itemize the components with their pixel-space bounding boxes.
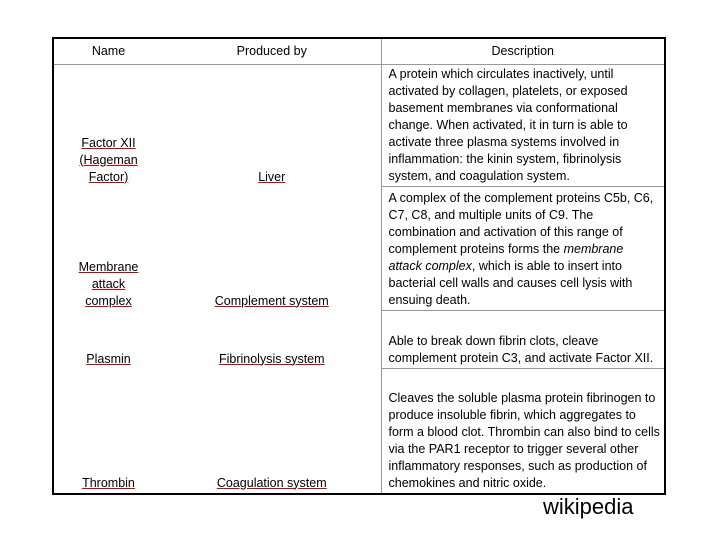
description-cell: Able to break down fibrin clots, cleave complement protein C3, and activate Factor XII. bbox=[381, 311, 665, 369]
table-row bbox=[53, 65, 665, 187]
table-row bbox=[53, 369, 665, 494]
header-row bbox=[53, 38, 665, 65]
name-link[interactable]: Plasmin bbox=[86, 351, 131, 366]
name-link[interactable]: Factor XII (Hageman Factor) bbox=[79, 135, 138, 184]
produced-by-link[interactable]: Coagulation system bbox=[216, 475, 327, 490]
description-text: A complex of the complement proteins C5b, C6, C7, C8, and multiple units of C9. The combination and activation of this range of complement proteins forms the bbox=[388, 191, 654, 256]
mediators-table bbox=[52, 37, 666, 495]
table-row bbox=[53, 311, 665, 369]
header-description: Description bbox=[381, 38, 665, 65]
description-cell bbox=[381, 187, 665, 311]
produced-by-link[interactable]: Complement system bbox=[214, 293, 329, 308]
produced-by-link[interactable]: Liver bbox=[258, 169, 286, 184]
description-cell: Cleaves the soluble plasma protein fibrinogen to produce insoluble fibrin, which aggregates to form a blood clot. Thrombin can also bind to cells via the PAR1 receptor to trigger several other inflammatory responses, such as production of chemokines and nitric oxide. bbox=[381, 369, 665, 494]
description-cell: A protein which circulates inactively, until activated by collagen, platelets, or exposed basement membranes via conformational change. When activated, it in turn is able to activate three plasma systems involved in inflammation: the kinin system, fibrinolysis system, and coagulation system. bbox=[381, 65, 665, 187]
description-emphasis: membrane attack complex bbox=[388, 242, 624, 273]
name-link[interactable]: Membrane attack complex bbox=[78, 259, 139, 308]
table-row bbox=[53, 187, 665, 311]
name-link[interactable]: Thrombin bbox=[82, 475, 135, 490]
header-produced-by: Produced by bbox=[163, 38, 381, 65]
source-caption: wikipedia bbox=[543, 494, 634, 519]
produced-by-link[interactable]: Fibrinolysis system bbox=[218, 351, 325, 366]
header-name: Name bbox=[53, 38, 163, 65]
description-text: , which is able to insert into bacterial cell walls and causes cell lysis with ensuing death. bbox=[388, 259, 633, 307]
